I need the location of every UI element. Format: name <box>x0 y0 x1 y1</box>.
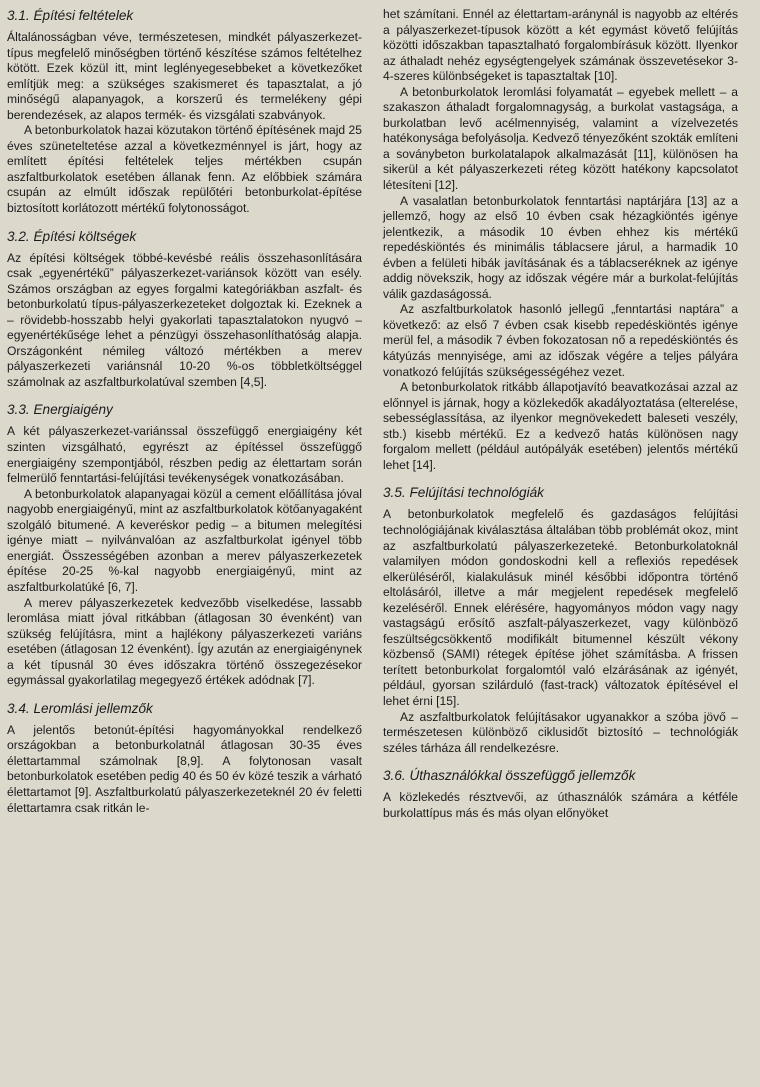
right-column <box>383 7 738 1087</box>
paragraph-continued: het számítani. Ennél az élettartam-aránynál is nagyobb az eltérés a pályaszerkezet-típusok között a két egymást követő felújítás közötti időszakban tapasztalható forgalombírásuk között. Ilyenkor az áthaladt nehéz egységtengelyek számának összevetésekor 3-4-szeres különbségeket is tapasztaltak [10]. <box>383 7 738 84</box>
paragraph: A betonburkolatok megfelelő és gazdaságos felújítási technológiájának kiválasztása általában több problémát okoz, mint az aszfaltburkolatú pályaszerkezeteké. Betonburkolatoknál valamilyen módon gondoskodni kell a reflexiós repedések elkerüléséről, kialakulásuk minél későbbi időpontra történő eltolásáról, illetve a már megjelent repedések megfelelő kezeléséről. Ennek elérésére, hagyományos módon vagy nagy vastagságú erősítő aszfalt-pályaszerkezet, vagy különböző feszültségcsökkentő modifikált bitumennel készült vékony közbenső (SAMI) rétegek építése jöhet számításba. A frissen terített betonburkolat forgalomtól való elzárásának az igényét, például, gyorsan szilárduló (fast-track) változatok építésével el lehet érni [15]. <box>383 507 738 708</box>
paragraph: A vasalatlan betonburkolatok fenntartási naptárjára [13] az a jellemző, hogy az első 10 évben csak hézagkiöntés igénye jelentkezik, a második 10 évben ehhez kis mértékű repedéskiöntés és minimális táblacsere járul, a harmadik 10 évben a felületi hibák javításának és a táblacseréknek az igénye addig növekszik, hogy az időszak végére már a burkolat-felújítás válik gazdaságossá. <box>383 193 738 301</box>
paragraph: A betonburkolatok leromlási folyamatát – egyebek mellett – a szakaszon áthaladt forgalomnagyság, a burkolat vastagsága, a burkolatban levő acélmennyiség, valamint a vízelvezetés hatékonysága befolyásolja. Kedvező tényezőként szokták említeni a soványbeton burkolatalapok alkalmazását [11], különösen ha sikerül a két pályaszerkezeti réteg között hatékony kapcsolatot létesíteni [12]. <box>383 84 738 193</box>
paragraph: A betonburkolatok hazai közutakon történő építésének majd 25 éves szüneteltetése azzal a következménnyel is járt, hogy az említett építési feltételek teljes mértékben csupán aszfaltburkolatok esetében állanak fenn. Az előbbiek számára csupán az elmúlt időszak repülőtéri betonburkolat-építése biztosított korlátozott mértékű folytonosságot. <box>7 123 362 216</box>
section-heading-3-5: 3.5. Felújítási technológiák <box>383 485 544 501</box>
section-heading-3-1: 3.1. Építési feltételek <box>7 8 134 23</box>
paragraph: A jelentős betonút-építési hagyományokkal rendelkező országokban a betonburkolatnál átlagosan 30-35 éves élettartammal számolnak [8,9]. A folytonosan vasalt betonburkolatok esetében pedig 40 és 50 év közé teszik a várható élettartamot [9]. Aszfaltburkolatú pályaszerkezeteknél 20 év feletti élettartamra csak ritkán le- <box>7 722 362 815</box>
section-heading-3-2: 3.2. Építési költségek <box>7 228 137 244</box>
paragraph: A két pályaszerkezet-variánssal összefüggő energiaigény két szinten vizsgálható, egyrészt az építéssel összefüggő energiaigény szempontjából, részben pedig az élettartam során felmerülő fenntartási-felújítási tevékenységek vonatkozásában. <box>7 424 362 486</box>
section-heading-3-3: 3.3. Energiaigény <box>7 402 113 418</box>
paragraph: Az építési költségek többé-kevésbé reális összehasonlítására csak „egyenértékű” pályaszerkezet-variánsok között van esély. Számos országban az egyes forgalmi kategóriákban aszfalt- és betonburkolatú típus-pályaszerkezeteket dolgoztak ki. Ezeknek a – rövidebb-hosszabb helyi gyakorlati tapasztalatokon nyugvó – egyenértékűsége lehet a pénzügyi összehasonlíthatóság alapja. Országonként némileg változó mértékben a merev pályaszerkezeti variánsnál 10-20 %-os többletköltséggel számolnak az aszfaltburkolatúval szemben [4,5]. <box>7 250 362 389</box>
left-column <box>7 7 362 1087</box>
section-heading-3-4: 3.4. Leromlási jellemzők <box>7 700 153 716</box>
paragraph: A betonburkolatok alapanyagai közül a cement előállítása jóval nagyobb energiaigényű, mint az aszfaltburkolatok kötőanyagaként szolgáló bitumené. A keveréskor pedig – a bitumen melegítési igénye miatt – nyilvánvalóan az aszfaltburkolat igényel több energiát. Összességében azonban a merev pályaszerkezetek építése 20-25 %-kal nagyobb energiaigényű, mint az aszfaltburkolatúké [6, 7]. <box>7 486 362 594</box>
paragraph: Az aszfaltburkolatok felújításakor ugyanakkor a szóba jövő – természetesen különböző ciklusidőt biztosító – technológiák széles tárháza áll rendelkezésre. <box>383 709 738 755</box>
paragraph: Általánosságban véve, természetesen, mindkét pályaszerkezet-típus megfelelő minőségben történő készítése számos feltételhez kötött. Ezek közül itt, mint leglényegesebbeket a következőket említjük meg: a szükséges szakismeret és tapasztalat, a jó minőségű alapanyagok, a korszerű és termelékeny gépi berendezések, az alapos termék- és vizsgálati szabványok. <box>7 30 362 122</box>
paragraph: A közlekedés résztvevői, az úthasználók számára a kétféle burkolattípus más és más olyan előnyöket <box>383 790 738 820</box>
paragraph: A betonburkolatok ritkább állapotjavító beavatkozásai azzal az előnnyel is járnak, hogy a közlekedők akadályoztatása (elterelése, sebességlassítása, az ilyenkor megnövekedett baleseti veszély, stb.) kisebb mértékű. Ez a kedvező hatás különösen nagy forgalom mellett (például autópályák esetében) jelentős mértékű lehet [14]. <box>383 380 738 472</box>
paragraph: Az aszfaltburkolatok hasonló jellegű „fenntartási naptára” a következő: az első 7 évben csak kisebb repedéskiöntés igénye merül fel, a második 7 évben fokozatosan nő a repedéskiöntés és kátyúzás mennyisége, ami az időszak végére a teljes pályára vonatkozó felújítás szükségességéhez vezet. <box>383 302 738 379</box>
section-heading-3-6: 3.6. Úthasználókkal összefüggő jellemzők <box>383 768 636 784</box>
paragraph: A merev pályaszerkezetek kedvezőbb viselkedése, lassabb leromlása miatt jóval ritkábban (átlagosan 30 évenként) van szükség felújításra, mint a hajlékony pályaszerkezeti variáns esetében (átlagosan 12 évenként). Így azután az energiaigénynek a két típusnál 30 éves időszakra történő összegezésekor egymással gyakorlatilag megegyező értékek adódnak [7]. <box>7 595 362 688</box>
